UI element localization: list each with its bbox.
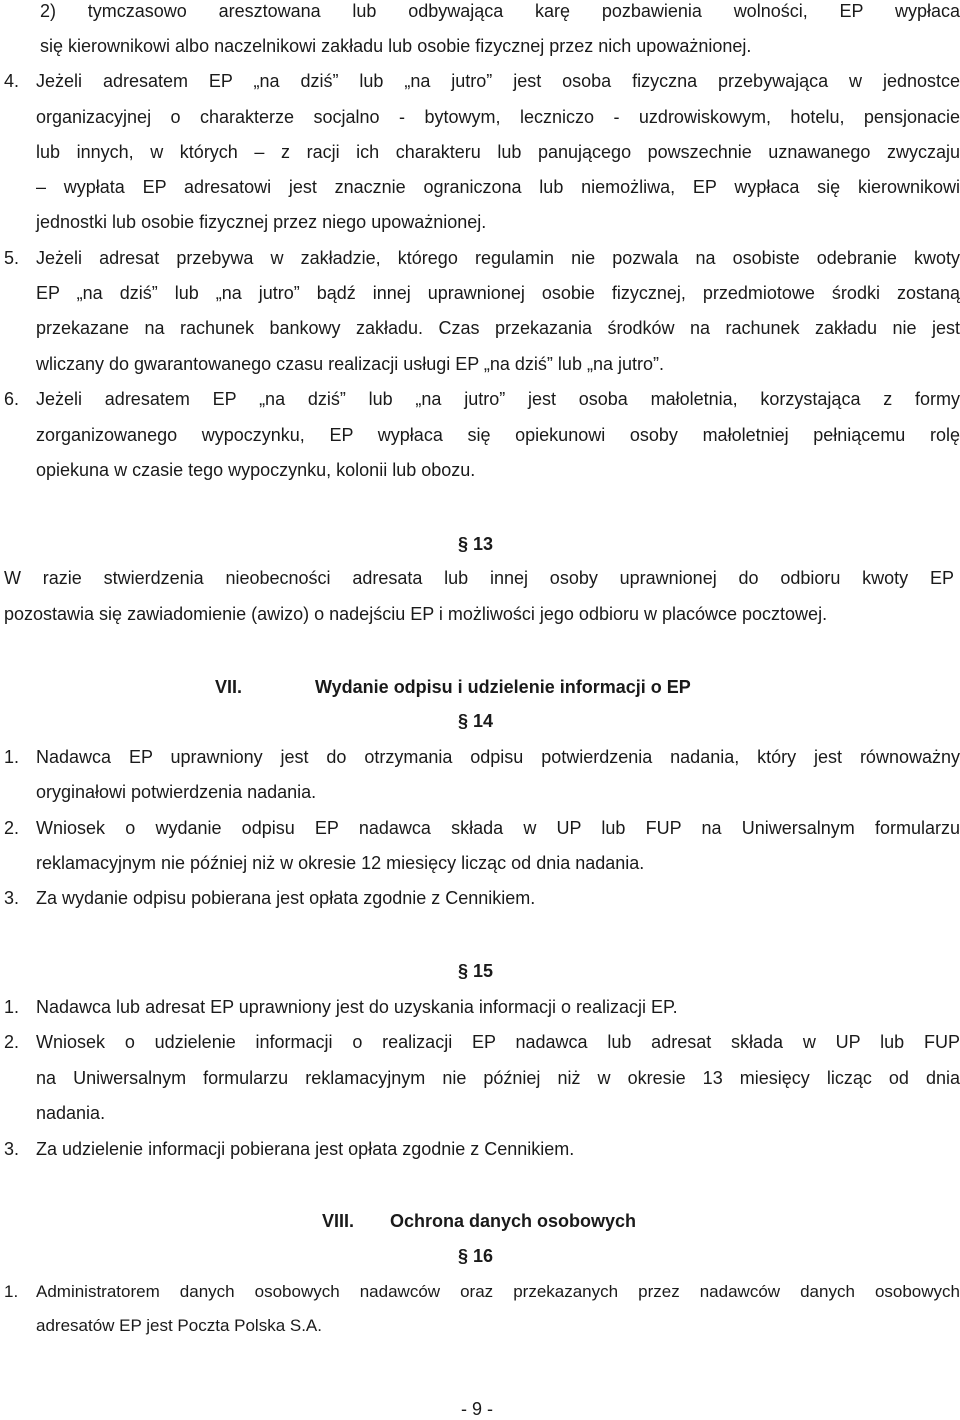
text-line: – wypłata EP adresatowi jest znacznie ograniczona lub niemożliwa, EP wypłaca się kierownikowi <box>36 177 960 197</box>
text-line: reklamacyjnym nie później niż w okresie 12 miesięcy licząc od dnia nadania. <box>36 853 645 873</box>
text-line: jednostki lub osobie fizycznej przez niego upoważnionej. <box>36 212 487 232</box>
text-line: Nadawca EP uprawniony jest do otrzymania odpisu potwierdzenia nadania, który jest równoważny <box>36 747 960 767</box>
text-line: Jeżeli adresatem EP „na dziś” lub „na jutro” jest osoba fizyczna przebywająca w jednostce <box>36 71 960 91</box>
text-line: Jeżeli adresatem EP „na dziś” lub „na jutro” jest osoba małoletnia, korzystająca z formy <box>36 389 960 409</box>
text-line: Wniosek o wydanie odpisu EP nadawca składa w UP lub FUP na Uniwersalnym formularzu <box>36 818 960 838</box>
text-line: Jeżeli adresat przebywa w zakładzie, którego regulamin nie pozwala na osobiste odebranie kwoty <box>36 248 960 268</box>
item-number: 5. <box>4 248 20 268</box>
section-sign-14: § 14 <box>458 711 494 731</box>
text-line: adresatów EP jest Poczta Polska S.A. <box>36 1316 322 1335</box>
page-number: - 9 - <box>461 1399 494 1419</box>
item-number: 1. <box>4 1282 19 1301</box>
text-line: opiekuna w czasie tego wypoczynku, kolonii lub obozu. <box>36 460 476 480</box>
section-sign-15: § 15 <box>458 961 494 981</box>
text-line: organizacyjnej o charakterze socjalno - bytowym, leczniczo - uzdrowiskowym, hotelu, pensjonacie <box>36 107 960 127</box>
text-line: się kierownikowi albo naczelnikowi zakładu lub osobie fizycznej przez nich upoważnionej. <box>40 36 752 56</box>
item-number: 1. <box>4 747 20 767</box>
item-number: 2. <box>4 1032 20 1052</box>
text-line: Za wydanie odpisu pobierana jest opłata zgodnie z Cennikiem. <box>36 888 536 908</box>
chapter-number: VIII. <box>322 1211 355 1231</box>
section-sign-13: § 13 <box>458 534 494 554</box>
item-number: 4. <box>4 71 20 91</box>
chapter-title: Ochrona danych osobowych <box>390 1211 637 1231</box>
text-line: zorganizowanego wypoczynku, EP wypłaca się opiekunowi osoby małoletniej pełniącemu rolę <box>36 425 960 445</box>
section-sign-16: § 16 <box>458 1246 494 1266</box>
text-line: 2) tymczasowo aresztowana lub odbywająca karę pozbawienia wolności, EP wypłaca <box>40 1 960 21</box>
text-line: Administratorem danych osobowych nadawców oraz przekazanych przez nadawców danych osobowych <box>36 1282 960 1301</box>
text-line: Nadawca lub adresat EP uprawniony jest do uzyskania informacji o realizacji EP. <box>36 997 678 1017</box>
text-line: na Uniwersalnym formularzu reklamacyjnym nie później niż w okresie 13 miesięcy licząc od dnia <box>36 1068 960 1088</box>
text-line: oryginałowi potwierdzenia nadania. <box>36 782 317 802</box>
item-number: 3. <box>4 1139 20 1159</box>
text-line: pozostawia się zawiadomienie (awizo) o nadejściu EP i możliwości jego odbioru w placówce pocztowej. <box>4 604 828 624</box>
chapter-title: Wydanie odpisu i udzielenie informacji o EP <box>315 677 691 697</box>
item-number: 3. <box>4 888 20 908</box>
text-line: Wniosek o udzielenie informacji o realizacji EP nadawca lub adresat składa w UP lub FUP <box>36 1032 960 1052</box>
text-line: lub innych, w których – z racji ich charakteru lub panującego powszechnie uznawanego zwyczaju <box>36 142 960 162</box>
item-number: 1. <box>4 997 20 1017</box>
text-line: nadania. <box>36 1103 106 1123</box>
text-line: wliczany do gwarantowanego czasu realizacji usługi EP „na dziś” lub „na jutro”. <box>36 354 664 374</box>
text-line: EP „na dziś” lub „na jutro” bądź innej uprawnionej osobie fizycznej, przedmiotowe środki zostaną <box>36 283 960 303</box>
item-number: 6. <box>4 389 20 409</box>
item-number: 2. <box>4 818 20 838</box>
text-line: W razie stwierdzenia nieobecności adresata lub innej osoby uprawnionej do odbioru kwoty EP <box>4 568 954 588</box>
text-line: przekazane na rachunek bankowy zakładu. Czas przekazania środków na rachunek zakładu nie jest <box>36 318 960 338</box>
text-line: Za udzielenie informacji pobierana jest opłata zgodnie z Cennikiem. <box>36 1139 575 1159</box>
chapter-number: VII. <box>215 677 243 697</box>
